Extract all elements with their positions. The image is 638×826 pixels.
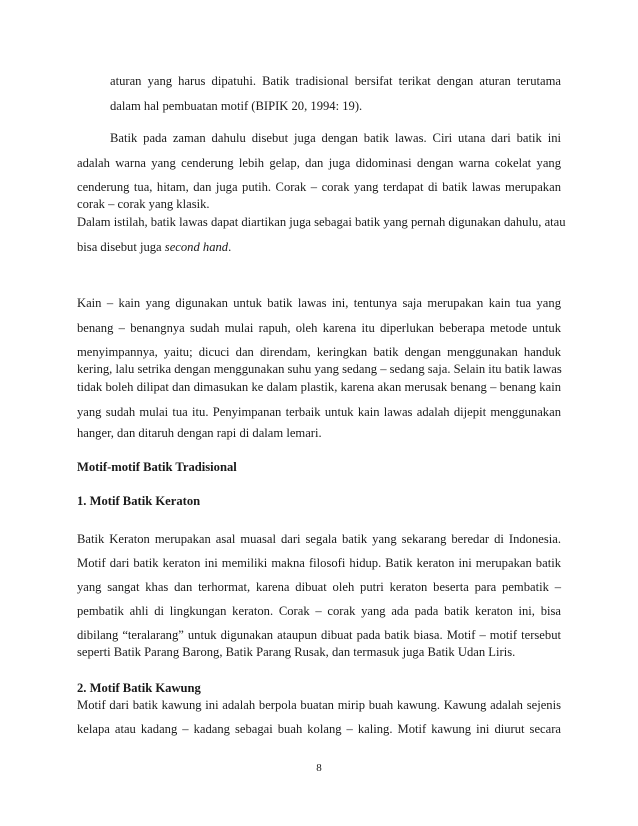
text-line: yang sudah mulai tua itu. Penyimpanan terbaik untuk kain lawas adalah dijepit menggunakan — [77, 405, 561, 419]
text-line: Batik Keraton merupakan asal muasal dari segala batik yang sekarang beredar di Indonesia. — [77, 532, 561, 546]
italic-term: second hand — [164, 240, 229, 254]
subsection-heading: 1. Motif Batik Keraton — [77, 494, 201, 508]
subsection-heading: 2. Motif Batik Kawung — [77, 681, 201, 695]
text-line: corak – corak yang klasik. — [77, 197, 210, 211]
text-line: hanger, dan ditaruh dengan rapi di dalam lemari. — [77, 426, 322, 440]
text-line: Kain – kain yang digunakan untuk batik lawas ini, tentunya saja merupakan kain tua yang — [77, 296, 561, 310]
text-line: Batik pada zaman dahulu disebut juga dengan batik lawas. Ciri utana dari batik ini — [110, 131, 561, 145]
text-line: Motif dari batik keraton ini memiliki makna filosofi hidup. Batik keraton ini merupakan batik — [77, 556, 561, 570]
text-line: adalah warna yang cenderung lebih gelap, dan juga didominasi dengan warna cokelat yang — [77, 156, 561, 170]
text-line: dalam hal pembuatan motif (BIPIK 20, 1994: 19). — [110, 99, 363, 113]
text-line: menyimpannya, yaitu; dicuci dan direndam, keringkan batik dengan menggunakan handuk — [77, 345, 561, 359]
text-line: seperti Batik Parang Barong, Batik Parang Rusak, dan termasuk juga Batik Udan Liris. — [77, 645, 516, 659]
text-line: dibilang “teralarang” untuk digunakan ataupun dibuat pada batik biasa. Motif – motif tersebut — [77, 628, 561, 642]
text-line: pembatik ahli di lingkungan keraton. Corak – corak yang ada pada batik keraton ini, bisa — [77, 604, 561, 618]
text-line: Motif dari batik kawung ini adalah berpola buatan mirip buah kawung. Kawung adalah sejenis — [77, 698, 561, 712]
text-line: cenderung tua, hitam, dan juga putih. Corak – corak yang terdapat di batik lawas merupakan — [77, 180, 561, 194]
text-line: bisa disebut juga second hand. — [77, 240, 232, 254]
page-number: 8 — [316, 762, 322, 774]
text-line: Dalam istilah, batik lawas dapat diartikan juga sebagai batik yang pernah digunakan dahulu, atau — [77, 215, 566, 229]
text-line: aturan yang harus dipatuhi. Batik tradisional bersifat terikat dengan aturan terutama — [110, 74, 561, 88]
text-line: benang – benangnya sudah mulai rapuh, oleh karena itu diperlukan beberapa metode untuk — [77, 321, 561, 335]
text-line: kering, lalu setrika dengan menggunakan suhu yang sedang – sedang saja. Selain itu batik lawas — [77, 362, 562, 376]
text-line: tidak boleh dilipat dan dimasukan ke dalam plastik, karena akan merusak benang – benang kain — [77, 380, 561, 394]
section-heading: Motif-motif Batik Tradisional — [77, 460, 237, 474]
text-line: yang sangat khas dan terhormat, karena dibuat oleh putri keraton beserta para pembatik – — [77, 580, 561, 594]
text-line: kelapa atau kadang – kadang sebagai buah kolang – kaling. Motif kawung ini diurut secara — [77, 722, 561, 736]
